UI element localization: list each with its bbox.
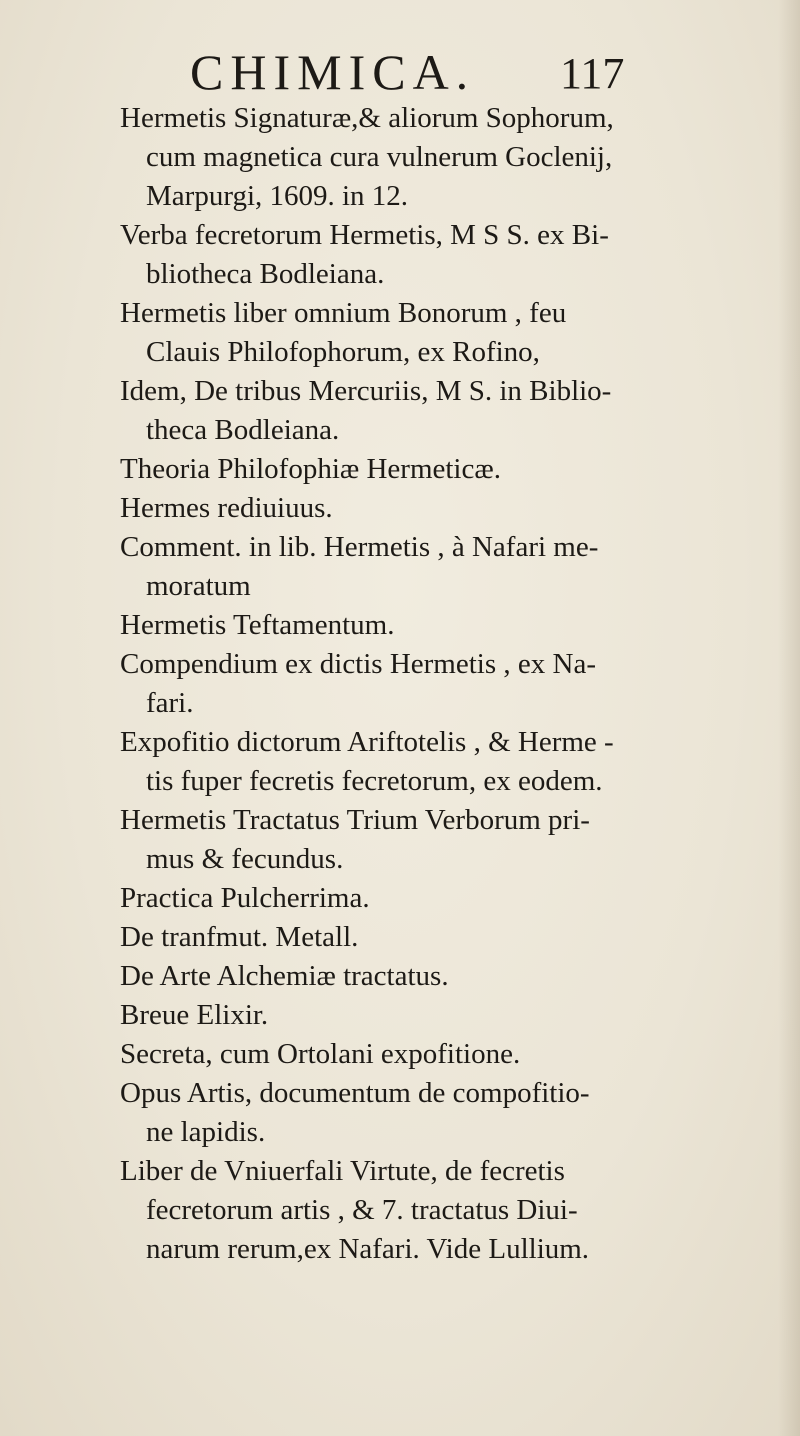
entry-line: Marpurgi, 1609. in 12. [146,180,409,212]
entry-line: Hermes rediuiuus. [120,492,333,524]
entry-line: Secreta, cum Ortolani expofitione. [120,1038,521,1070]
entry-line: bliotheca Bodleiana. [146,258,385,290]
page-header [190,42,710,102]
entry-line: tis fuper fecretis fecretorum, ex eodem. [146,765,603,797]
entry-line: Clauis Philofophorum, ex Rofino, [146,336,540,368]
entry-line: fari. [146,687,194,719]
entry-line: narum rerum,ex Nafari. Vide Lullium. [146,1233,590,1265]
page-edge-shadow [778,0,800,1436]
running-title: CHIMICA. [190,44,476,100]
entry-line: De Arte Alchemiæ tractatus. [120,960,449,992]
entry-line: Hermetis Signaturæ,& aliorum Sophorum, [120,102,614,134]
entry-line: fecretorum artis , & 7. tractatus Diui- [146,1194,578,1226]
entry-line: ne lapidis. [146,1116,266,1148]
entry-line: Hermetis Teftamentum. [120,609,395,641]
entry-line: Breue Elixir. [120,999,269,1031]
entry-line: cum magnetica cura vulnerum Goclenij, [146,141,613,173]
entry-line: Hermetis Tractatus Trium Verborum pri- [120,804,590,836]
entry-line: Practica Pulcherrima. [120,882,370,914]
entry-line: Comment. in lib. Hermetis , à Nafari me- [120,531,599,563]
entry-line: Compendium ex dictis Hermetis , ex Na- [120,648,596,680]
entry-line: Verba fecretorum Hermetis, M S S. ex Bi- [120,219,609,251]
entry-line: Expofitio dictorum Ariftotelis , & Herme - [120,726,614,758]
entry-line: Liber de Vniuerfali Virtute, de fecretis [120,1155,565,1187]
entry-line: theca Bodleiana. [146,414,340,446]
page-number: 117 [560,49,625,98]
entry-line: Hermetis liber omnium Bonorum , feu [120,297,567,329]
entry-line: De tranfmut. Metall. [120,921,359,953]
entry-line: Idem, De tribus Mercuriis, M S. in Biblio- [120,375,612,407]
entry-line: mus & fecundus. [146,843,344,875]
entry-line: moratum [146,570,251,602]
entry-line: Theoria Philofophiæ Hermeticæ. [120,453,501,485]
entry-line: Opus Artis, documentum de compofitio- [120,1077,590,1109]
